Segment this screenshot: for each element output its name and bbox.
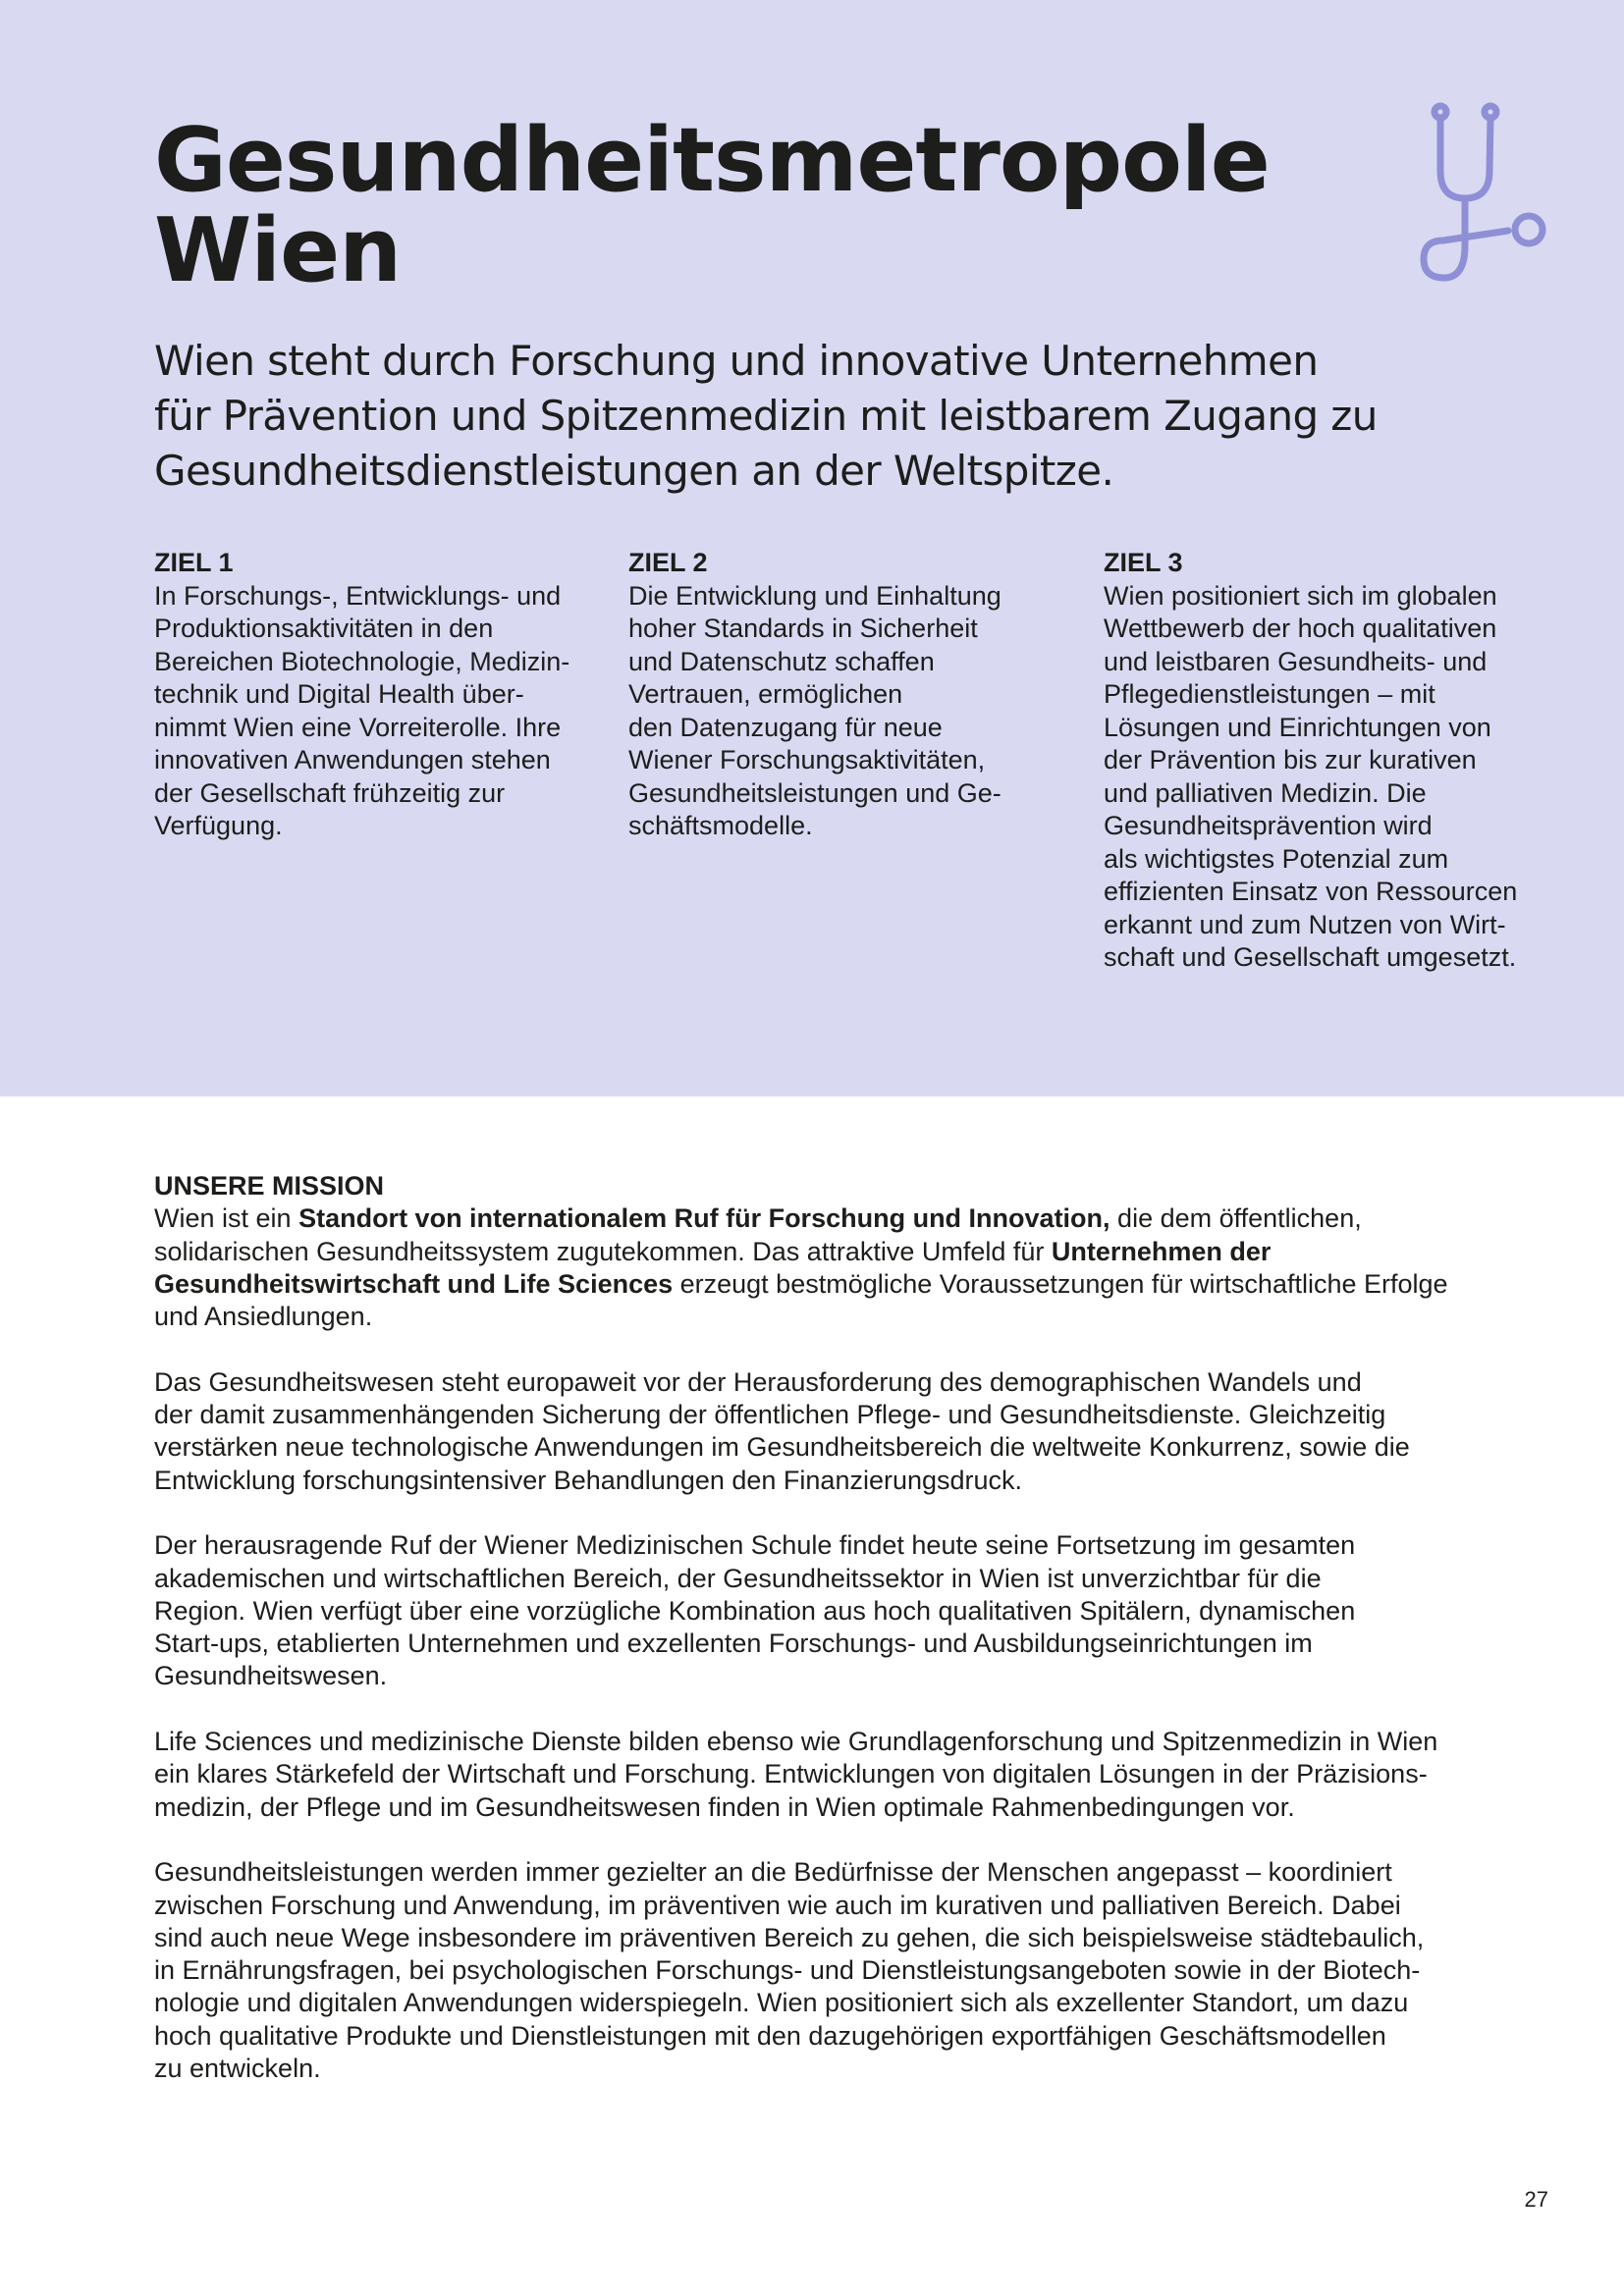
emphasis: Standort von internationalem Ruf für Forschung und Innovation, bbox=[298, 1203, 1110, 1234]
goal-text-line: schaft und Gesellschaft umgesetzt. bbox=[1104, 942, 1517, 972]
paragraph-line: der damit zusammenhängenden Sicherung der öffentlichen Pflege- und Gesundheitsdienste. Gleichzeitig bbox=[154, 1400, 1386, 1430]
goal-text-line: Lösungen und Einrichtungen von bbox=[1104, 712, 1491, 742]
body-paragraph bbox=[154, 1726, 1529, 1824]
goal-text-line: schäftsmodelle. bbox=[628, 811, 813, 840]
paragraph-line: Das Gesundheitswesen steht europaweit vor der Herausforderung des demographischen Wandels und bbox=[154, 1366, 1362, 1397]
paragraph-line: Life Sciences und medizinische Dienste bilden ebenso wie Grundlagenforschung und Spitzenmedizin in Wien bbox=[154, 1727, 1438, 1757]
goal-text-line: nimmt Wien eine Vorreiterolle. Ihre bbox=[154, 712, 562, 742]
text-run: Wien ist ein bbox=[154, 1203, 299, 1234]
goal-title: ZIEL 2 bbox=[628, 548, 708, 577]
paragraph-line bbox=[154, 1202, 1529, 1235]
goal-text-line: Verfügung. bbox=[154, 811, 283, 840]
goal-text-line: den Datenzugang für neue bbox=[628, 712, 943, 742]
goal-text-line: effizienten Einsatz von Ressourcen bbox=[1104, 877, 1518, 906]
mission-section bbox=[154, 1170, 1529, 2118]
page-title-line: Gesundheitsmetropole bbox=[154, 109, 1270, 212]
paragraph-line: hoch qualitative Produkte und Dienstleistungen mit den dazugehörigen exportfähigen Geschäftsmodellen bbox=[154, 2020, 1386, 2051]
goal-text-line: Produktionsaktivitäten in den bbox=[154, 614, 494, 643]
goal-text-line: In Forschungs-, Entwicklungs- und bbox=[154, 580, 562, 611]
goal-text-line: Wettbewerb der hoch qualitativen bbox=[1104, 614, 1497, 643]
goal-text-line: als wichtigstes Potenzial zum bbox=[1104, 843, 1449, 874]
paragraph-line: Der herausragende Ruf der Wiener Medizinischen Schule findet heute seine Fortsetzung im gesamten bbox=[154, 1530, 1356, 1561]
goal-text-line: Bereichen Biotechnologie, Medizin- bbox=[154, 646, 570, 676]
goal-text-line: Gesundheitsleistungen und Ge- bbox=[628, 777, 1001, 808]
emphasis: Gesundheitswirtschaft und Life Sciences bbox=[154, 1268, 674, 1299]
paragraph-line: und Ansiedlungen. bbox=[154, 1302, 373, 1332]
lead-line: Wien steht durch Forschung und innovative Unternehmen bbox=[154, 337, 1319, 385]
paragraph-line: Entwicklung forschungsintensiver Behandlungen den Finanzierungsdruck. bbox=[154, 1465, 1023, 1495]
paragraph-line: in Ernährungsfragen, bei psychologischen Forschungs- und Dienstleistungsangeboten sowie in der Biotech- bbox=[154, 1955, 1421, 1986]
goal-text-line: der Gesellschaft frühzeitig zur bbox=[154, 777, 506, 808]
goal-text-line: innovativen Anwendungen stehen bbox=[154, 745, 551, 774]
paragraph-line: ein klares Stärkefeld der Wirtschaft und Forschung. Entwicklungen von digitalen Lösungen in der Präzisions- bbox=[154, 1759, 1428, 1789]
text-run: solidarischen Gesundheitssystem zugutekommen. Das attraktive Umfeld für bbox=[154, 1236, 1052, 1266]
text-run: die dem öffentlichen, bbox=[1110, 1203, 1362, 1234]
goal-text-line: und leistbaren Gesundheits- und bbox=[1104, 646, 1488, 676]
body-paragraph bbox=[154, 1529, 1529, 1692]
goal-text-line: Wiener Forschungsaktivitäten, bbox=[628, 745, 986, 774]
lead-line: Gesundheitsdienstleistungen an der Weltspitze. bbox=[154, 447, 1114, 495]
goal-text-line: Gesundheitsprävention wird bbox=[1104, 811, 1433, 840]
page-title-line: Wien bbox=[154, 199, 402, 302]
paragraph-line: Start-ups, etablierten Unternehmen und exzellenten Forschungs- und Ausbildungseinrichtungen im bbox=[154, 1629, 1313, 1659]
goal-text-line: Wien positioniert sich im globalen bbox=[1104, 580, 1497, 611]
page-title bbox=[154, 109, 1381, 302]
paragraph-line: medizin, der Pflege und im Gesundheitswesen finden in Wien optimale Rahmenbedingungen vor. bbox=[154, 1791, 1295, 1822]
paragraph-line: akademischen und wirtschaftlichen Bereich, der Gesundheitssektor in Wien ist unverzichtbar für die bbox=[154, 1563, 1322, 1593]
goal-2 bbox=[628, 547, 1080, 843]
paragraph-line: sind auch neue Wege insbesondere im präventiven Bereich zu gehen, die sich beispielsweise städtebaulich, bbox=[154, 1922, 1425, 1952]
lead-line: für Prävention und Spitzenmedizin mit leistbarem Zugang zu bbox=[154, 392, 1378, 440]
emphasis: Unternehmen der bbox=[1051, 1236, 1272, 1266]
goal-text-line: hoher Standards in Sicherheit bbox=[628, 614, 978, 643]
goal-text-line: Die Entwicklung und Einhaltung bbox=[628, 580, 1001, 611]
paragraph-line: zwischen Forschung und Anwendung, im präventiven wie auch im kurativen und palliativen Bereich. Dabei bbox=[154, 1890, 1401, 1920]
goal-1 bbox=[154, 547, 606, 843]
goal-text-line: erkannt und zum Nutzen von Wirt- bbox=[1104, 909, 1506, 939]
paragraph-line: Region. Wien verfügt über eine vorzügliche Kombination aus hoch qualitativen Spitälern, dynamischen bbox=[154, 1595, 1356, 1626]
goal-text-line: Vertrauen, ermöglichen bbox=[628, 679, 903, 709]
goal-3 bbox=[1104, 547, 1555, 975]
text-run: erzeugt bestmögliche Voraussetzungen für wirtschaftliche Erfolge bbox=[673, 1268, 1448, 1299]
paragraph-line: nologie und digitalen Anwendungen widerspiegeln. Wien positioniert sich als exzellenter Standort, um dazu bbox=[154, 1988, 1409, 2018]
stethoscope-icon bbox=[1392, 98, 1549, 299]
goal-text-line: der Prävention bis zur kurativen bbox=[1104, 745, 1477, 774]
mission-title: UNSERE MISSION bbox=[154, 1171, 385, 1201]
mission-paragraph bbox=[154, 1202, 1529, 1333]
goal-text-line: und Datenschutz schaffen bbox=[628, 646, 935, 676]
body-paragraph bbox=[154, 1856, 1529, 2085]
paragraph-line: zu entwickeln. bbox=[154, 2054, 321, 2084]
goal-title: ZIEL 1 bbox=[154, 548, 234, 577]
paragraph-line: Gesundheitswesen. bbox=[154, 1661, 388, 1691]
paragraph-line bbox=[154, 1268, 1529, 1301]
hero-section bbox=[0, 0, 1624, 1096]
body-paragraph bbox=[154, 1366, 1529, 1497]
paragraph-line: Gesundheitsleistungen werden immer gezielter an die Bedürfnisse der Menschen angepasst – koordiniert bbox=[154, 1857, 1392, 1888]
goal-title: ZIEL 3 bbox=[1104, 548, 1183, 577]
goal-text-line: Pflegedienstleistungen – mit bbox=[1104, 679, 1435, 709]
paragraph-line bbox=[154, 1236, 1529, 1268]
paragraph-line: verstärken neue technologische Anwendungen im Gesundheitsbereich die weltweite Konkurrenz, sowie die bbox=[154, 1432, 1410, 1463]
goal-text-line: technik und Digital Health über- bbox=[154, 679, 524, 709]
page-number: 27 bbox=[1524, 2187, 1548, 2212]
lead-text bbox=[154, 334, 1431, 499]
goal-text-line: und palliativen Medizin. Die bbox=[1104, 777, 1427, 808]
